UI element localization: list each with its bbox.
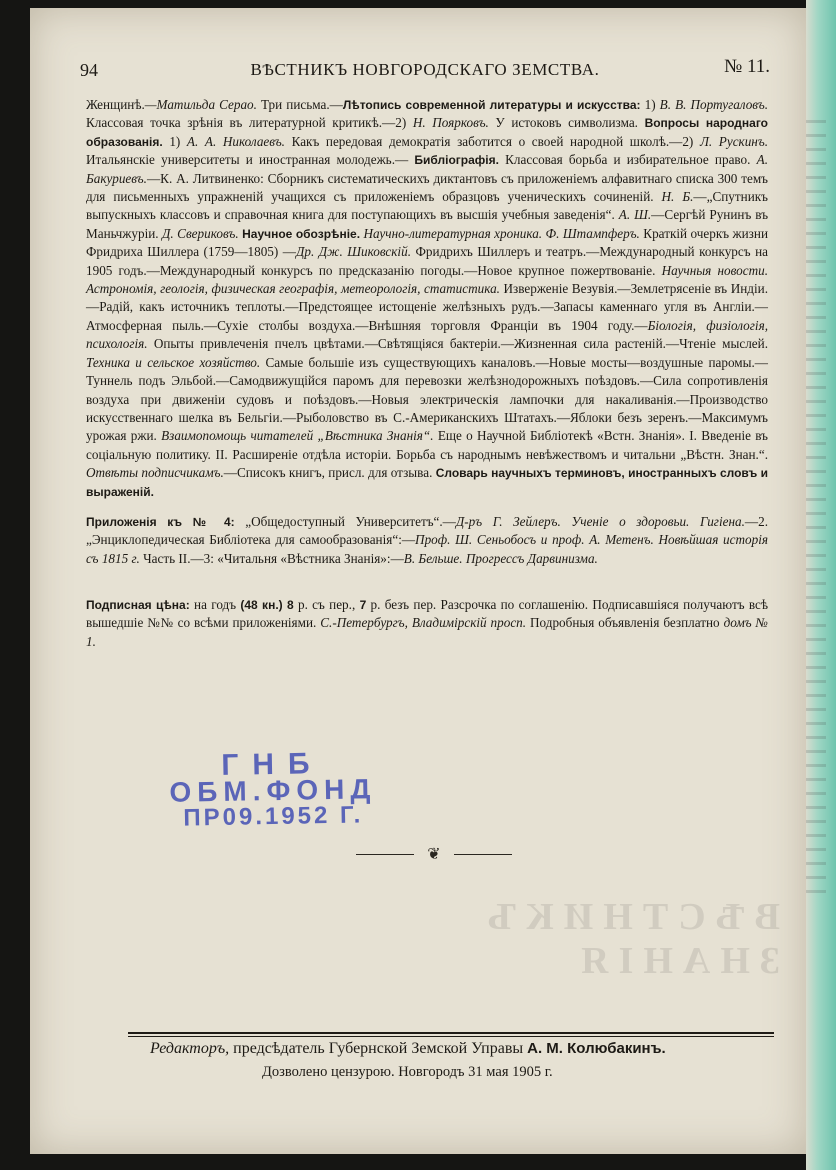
text-run: Три письма.— <box>256 97 343 112</box>
fleuron-ornament <box>356 846 512 864</box>
editor-text: предсѣдатель Губернской Земской Управы <box>229 1040 528 1057</box>
bold-heading-run: Приложенія къ № 4: <box>86 515 235 529</box>
footer-rule-thin <box>128 1036 774 1037</box>
italic-run: В. Бельше. Прогрессъ Дарвинизма. <box>403 550 598 566</box>
italic-run: Научныя новости. Астрономія, геологія, физическая географія, метеорологія, статистика. <box>86 262 768 297</box>
text-run: Еще о Научной Библіотекѣ «Встн. Знанія». I. Введеніе въ соціальную политику. II. Расширеніе отдѣла исторіи. Борьба съ народнымъ невѣжествомъ и читальни „Вѣстн. Знан.“. <box>86 428 768 462</box>
bold-heading-run: Подписная цѣна: <box>86 598 190 612</box>
contents-text <box>86 96 768 501</box>
running-header <box>80 56 770 86</box>
journal-title: ВѢСТНИКЪ НОВГОРОДСКАГО ЗЕМСТВА. <box>250 60 600 79</box>
italic-run: В. В. Португаловъ. <box>659 97 769 112</box>
italic-run: Н. Б. <box>661 189 694 205</box>
page-number: 94 <box>80 60 98 80</box>
editor-line <box>150 1040 770 1058</box>
italic-run: А. Ш. <box>618 207 652 223</box>
italic-run: Д-ръ Г. Зейлеръ. Ученіе о здоровьи. Гигіена. <box>455 514 745 529</box>
text-run: на годъ <box>189 597 241 612</box>
text-run: —К. А. Литвиненко: Сборникъ систематическихъ диктантовъ съ приложеніемъ алфавитнаго списка 300 темъ для письменныхъ упражненій учащихся съ приложеніемъ образцовъ ученическихъ сочиненій. <box>86 170 768 205</box>
italic-run: домъ № 1. <box>86 615 768 649</box>
editor-name: А. М. Колюбакинъ. <box>527 1040 666 1057</box>
text-run: —Списокъ книгъ, присл. для отзыва. <box>223 465 436 481</box>
text-run: „Общедоступный Университетъ“.— <box>234 514 456 529</box>
next-page-edge <box>806 0 836 1170</box>
text-run: Какъ передовая демократія заботится о своей народной школѣ.—2) <box>284 133 700 149</box>
text-run: р. безъ пер. Разсрочка по соглашенію. Подписавшіяся получаютъ всѣ вышедшіе №№ со всѣми приложеніями. <box>86 597 768 631</box>
text-run: Итальянскіе университеты и иностранная молодежь.— <box>86 152 415 168</box>
footer-rule <box>128 1032 774 1034</box>
subscription-text <box>86 596 768 651</box>
issue-number: № 11. <box>724 56 770 77</box>
bold-heading-run: 7 <box>359 598 367 612</box>
text-run: Женщинѣ. <box>86 97 145 112</box>
appendix-text <box>86 513 768 568</box>
bleed-through-text: ВѢСТНИКЪ ЗНАНІЯ <box>477 896 780 982</box>
bold-heading-run: (48 кн.) 8 <box>240 598 294 612</box>
text-run: Краткій очеркъ жизни Фридриха Шиллера (1759—1805) — <box>86 225 769 260</box>
editor-label: Редакторъ, <box>150 1040 230 1057</box>
text-run: Классовая точка зрѣнія въ литературной критикѣ.—2) <box>86 115 413 131</box>
italic-run: Взаимопомощь читателей „Вѣстника Знанія“. <box>161 428 434 444</box>
bold-heading-run: Библіографія. <box>414 153 499 168</box>
text-run: Часть II.—3: «Читальня «Вѣстника Знанія»:— <box>139 550 404 566</box>
appendix-paragraph <box>86 513 768 568</box>
text-run: Самые большіе изъ существующихъ каналовъ.—Новые мосты—воздушные паромы.—Туннель подъ Эльбой.—Самодвижущійся паромъ для перевозки желѣзнодорожныхъ поѣздовъ.—Сила сопротивленія воздуха при движеніи судовъ и поѣздовъ.—Новыя электрическія лампочки для накаливанія.—Производство искусственнаго шелка въ Бельгіи.—Рыболовство въ С.-Американскихъ Штатахъ.—Яблоки безъ зеренъ.—Максимумъ урожая ржи. <box>86 354 768 444</box>
italic-run: Біологія, физіологія, психологія. <box>86 317 768 352</box>
italic-run: А. А. Николаевъ. <box>186 133 285 149</box>
fleuron-icon: ❦ <box>427 846 441 863</box>
italic-run: А. Бакуриевъ. <box>86 152 768 186</box>
text-run: Опыты привлеченія пчелъ цвѣтами.—Свѣтящіяся бактеріи.—Жизненная сила растеній.—Чтеніе мыслей. <box>147 336 768 352</box>
text-run: Изверженіе Везувія.—Землетрясеніе въ Индіи.—Радій, какъ источникъ теплоты.—Предстоящее истощеніе желѣзныхъ рудъ.—Запасы каменнаго угля въ Англіи.—Атмосферная пыль.—Сухіе столбы воздуха.—Внѣшняя торговля Франціи въ 1904 году.— <box>86 281 769 333</box>
stamp-line-3: ПР09.1952 Г. <box>183 801 364 832</box>
bold-heading-run: Вопросы народнаго образованія. <box>86 116 768 149</box>
subscription-paragraph <box>86 596 768 651</box>
bold-heading-run: Лѣтопись современной литературы и искусства: <box>342 98 641 112</box>
text-run: 1) <box>640 97 660 112</box>
bold-heading-run: Словарь научныхъ терминовъ, иностранныхъ словъ и выраженій. <box>86 466 769 499</box>
text-run: —„Спутникъ выпускныхъ классовъ и справочная книга для поступающихъ въ высшія учебныя заведенія“. <box>86 189 768 223</box>
text-run: Фридрихъ Шиллеръ и театръ.—Международный конкурсъ на 1905 годъ.—Международный конкурсъ по предсказанію погоды.—Новое крупное пожертвованіе. <box>86 244 768 278</box>
text-run: 1) <box>162 133 187 149</box>
italic-run: Научно-литературная хроника. Ф. Штампферъ. <box>363 225 640 241</box>
censorship-line: Дозволено цензурою. Новгородъ 31 мая 1905 г. <box>262 1064 553 1080</box>
italic-run: Проф. Ш. Сеньобосъ и проф. А. Метенъ. Новѣйшая исторія съ 1815 г. <box>86 532 768 566</box>
text-run: Классовая борьба и избирательное право. <box>498 152 757 168</box>
stamp-line-2: ОБМ.ФОНД <box>169 773 377 808</box>
text-run: —2. „Энциклопедическая Библіотека для самообразованія“:— <box>86 514 768 548</box>
stamp-line-1: ГНБ <box>221 747 324 782</box>
text-run: —Сергѣй Рунинъ въ Маньчжуріи. <box>86 207 769 241</box>
text-run: У истоковъ символизма. <box>488 115 645 131</box>
library-stamp <box>167 747 379 844</box>
italic-run: С.-Петербургъ, Владимірскій просп. <box>320 615 527 631</box>
italic-run: Отвѣты подписчикамъ. <box>86 465 224 481</box>
contents-paragraph <box>86 96 768 501</box>
italic-run: Н. Поярковъ. <box>412 115 489 131</box>
text-run: р. съ пер., <box>293 597 360 612</box>
italic-run: Д. Свериковъ. <box>162 225 239 241</box>
bold-heading-run: Научное обозрѣніе. <box>242 226 361 241</box>
italic-run: Л. Рускинъ. <box>699 133 768 149</box>
text-run: Подробныя объявленія безплатно <box>526 615 724 631</box>
italic-run: —Матильда Серао. <box>144 97 257 112</box>
italic-run: Техника и сельское хозяйство. <box>86 354 261 370</box>
italic-run: Др. Дж. Шиковскій. <box>295 244 411 260</box>
